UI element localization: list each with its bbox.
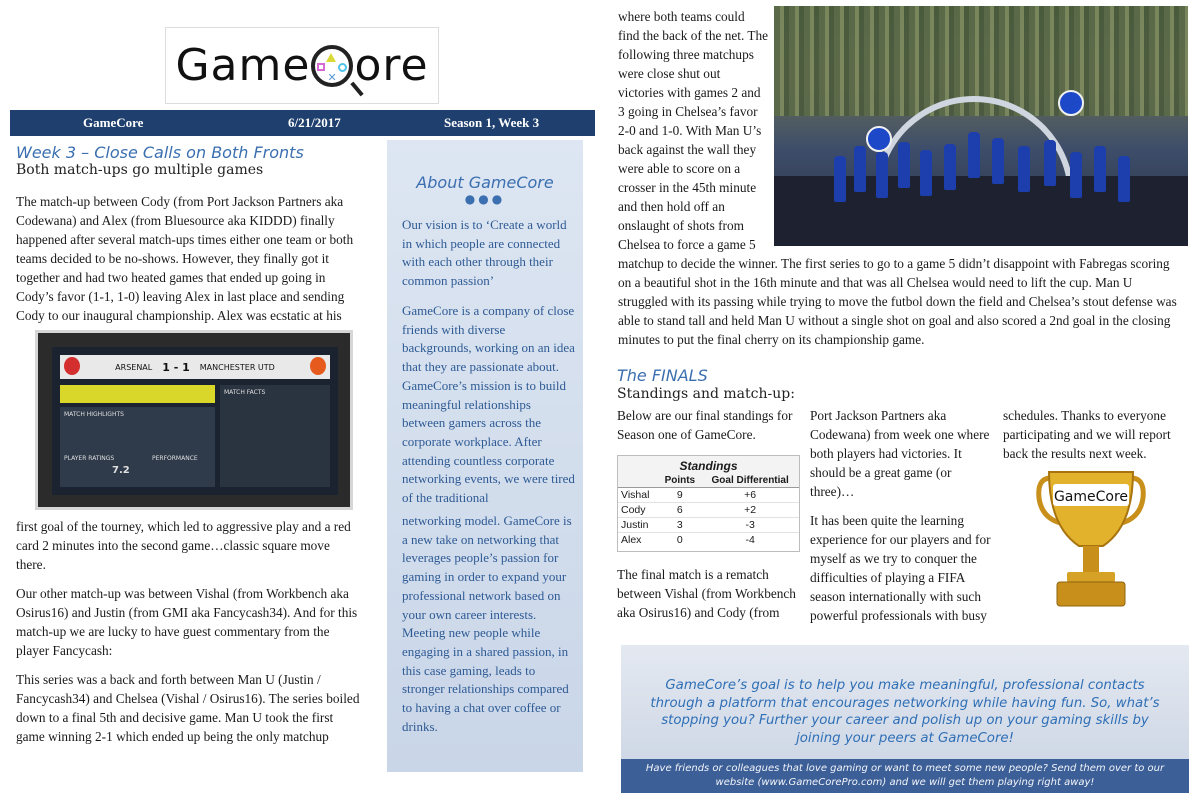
standings-caption: Standings (618, 456, 799, 474)
finals-col3: schedules. Thanks to everyone participating and we will report back the results next week. (1003, 408, 1171, 461)
header-brand: GameCore (83, 115, 144, 130)
header-date: 6/21/2017 (288, 115, 341, 130)
arsenal-crest-icon (64, 357, 80, 375)
article-title: Week 3 – Close Calls on Both Fronts (16, 143, 304, 162)
fifa-match-screenshot: ARSENAL 1 - 1 MANCHESTER UTD MATCH HIGHLIGHTS MATCH FACTS PLAYER RATINGS 7.2 PERFORMANCE (35, 330, 353, 510)
finals-col1-bottom: The final match is a rematch between Vishal (from Workbench aka Osirus16) and Cody (from (617, 567, 796, 620)
finals-col2: Port Jackson Partners aka Codewana) from week one where both players had victories. It should be a great game (or three)… (810, 408, 990, 499)
article1-paragraph-3: This series was a back and forth between Man U (Justin / Fancycash34) and Chelsea (Vishal / Osirus16). The series boiled down to a final 5th and decisive game. Man U took the first game winning 2-1 which ended up being the only matchup (16, 672, 360, 744)
sidebar-title: About GameCore (416, 173, 554, 192)
table-row: Cody 6 +2 (618, 503, 799, 518)
controller-buttons-icon: ✕ (311, 45, 353, 87)
newsletter-header-bar (10, 110, 595, 136)
standings-table: Standings Points Goal Differential Vishal 9 +6 Cody 6 +2 Justin 3 -3 Alex 0 -4 (617, 455, 800, 552)
finals-col1-top: Below are our final standings for Season one of GameCore. (617, 408, 793, 442)
article2-wide: matchup to decide the winner. The first series to go to a game 5 didn’t disappoint with Fabregas scoring on a beautiful shot in the 16th minute and that was all Chelsea would need to lift the cup. Man U struggled with its passing while trying to move the futbol down the field and Chelsea’s stout defense was able to stand tall and held Man U without a single shot on goal and also scored a 2nd goal in the closing minutes to put the final cherry on its championship game. (618, 256, 1177, 347)
finals-title: The FINALS (617, 366, 708, 385)
manutd-crest-icon (310, 357, 326, 375)
header-season: Season 1, Week 3 (444, 115, 540, 130)
table-row: Alex 0 -4 (618, 533, 799, 548)
gamecore-logo (165, 27, 439, 104)
finals-subtitle: Standings and match-up: (617, 386, 795, 402)
logo-text-left: Game (175, 40, 311, 91)
trophy-icon (1033, 468, 1149, 618)
article1-paragraph-2: Our other match-up was between Vishal (from Workbench aka Osirus16) and Justin (from GMI aka Fancycash34). And for this match-up we are lucky to have guest commentary from the player Fancycash: (16, 586, 358, 658)
table-row: Justin 3 -3 (618, 518, 799, 533)
finals-col2b: It has been quite the learning experience for our players and for myself as we try to conquer the difficulties of playing a FIFA season internationally with such powerful professionals with busy (810, 513, 991, 623)
cta-footer-text: Have friends or colleagues that love gaming or want to meet some new people? Send them over to our website (www.GameCorePro.com) and we will get them playing right away! (645, 763, 1165, 788)
cta-callout-box (621, 645, 1189, 793)
about-sidebar (387, 140, 583, 772)
table-row: Vishal 9 +6 (618, 488, 799, 503)
trophy-label: GameCore (1053, 489, 1129, 505)
article1-body: The match-up between Cody (from Port Jackson Partners aka Codewana) and Alex (from Bluesource aka KIDDD) finally happened after several match-ups times either one team or both teams decided to be no-shows. However, they finally got it together and had two heated games that ended up going in Cody’s favor (1-1, 1-0) leaving Alex in last place and sending Cody to our inaugural championship. Alex was ecstatic at his (16, 194, 354, 323)
cta-footer-bar (621, 759, 1189, 793)
sidebar-dots: ●●● (464, 192, 506, 206)
cta-message: GameCore’s goal is to help you make meaningful, professional contacts through a platform that encourages networking while having fun. So, what’s stopping you? Further your career and polish up on your gaming skills by joining your peers at GameCore! (650, 678, 1160, 746)
sidebar-model: networking model. GameCore is a new take on networking that leverages people’s passion for gaming in order to expand your professional network based on your own career interests. Meeting new people while engaging in a shared passion, in this case gaming, leads to stronger relationships compared to having a chat over coffee or drinks. (402, 513, 572, 734)
article2-column: where both teams could find the back of the net. The following three matchups were close shut out victories with games 2 and 3 going in Chelsea’s favor 2-0 and 1-0. With Man U’s back against the wall they were able to score on a crosser in the 45th minute and then hold off an onslaught of shots from Chelsea to force a game 5 (618, 9, 769, 252)
chelsea-trophy-celebration-photo (774, 6, 1188, 246)
sidebar-vision: Our vision is to ‘Create a world in which people are connected with each other through their common passion’ (402, 217, 567, 289)
article1-body-continued: first goal of the tourney, which led to aggressive play and a red card 2 minutes into the second game…classic square move there. (16, 519, 351, 572)
sidebar-mission: GameCore is a company of close friends with diverse backgrounds, working on an idea that they are passionate about. GameCore’s mission is to build meaningful relationships between gamers across the corporate workplace. After attending countless corporate networking events, we were tired of the traditional (402, 303, 575, 506)
article-subtitle: Both match-ups go multiple games (16, 162, 264, 178)
logo-text-right: ore (354, 40, 429, 91)
